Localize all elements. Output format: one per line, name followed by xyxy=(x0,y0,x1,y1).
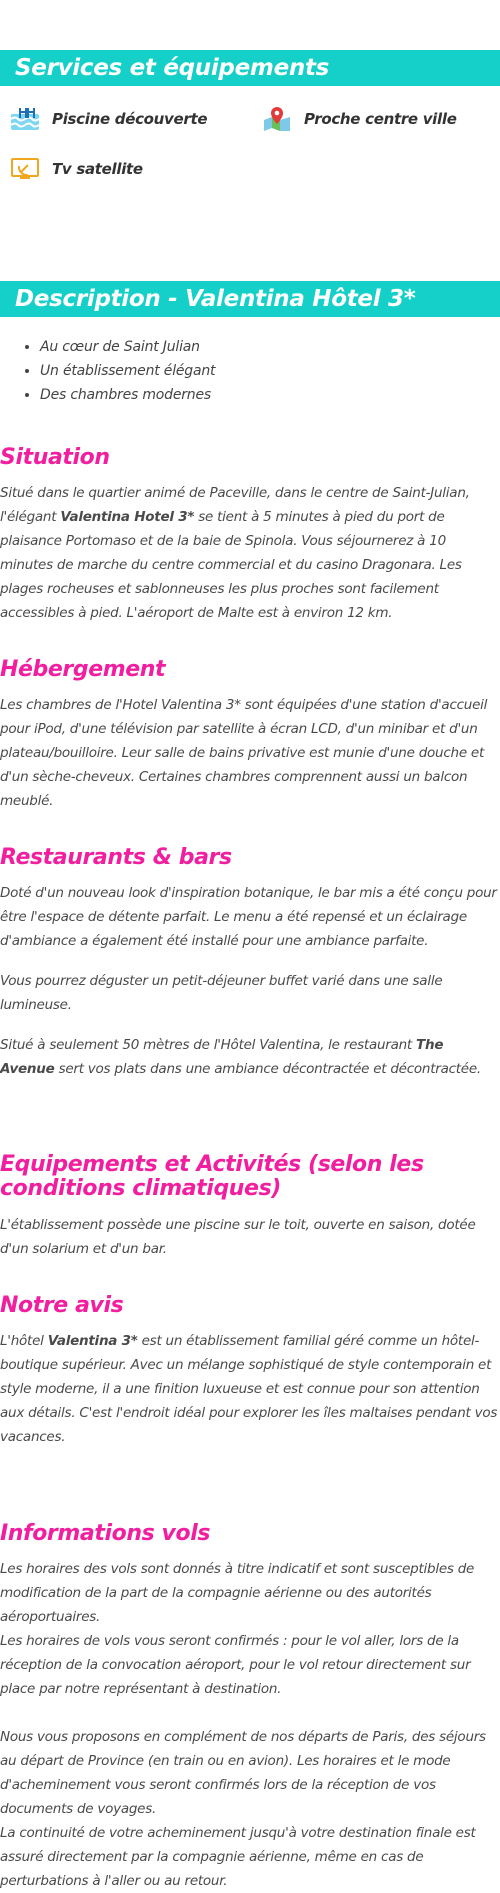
service-label-centre: Proche centre ville xyxy=(304,110,457,128)
satellite-tv-icon xyxy=(10,156,40,182)
avis-text-a: L'hôtel xyxy=(0,1333,48,1349)
avis-heading: Notre avis xyxy=(0,1293,124,1318)
map-pin-icon xyxy=(262,106,292,132)
services-list xyxy=(0,86,500,246)
service-label-pool: Piscine découverte xyxy=(52,110,208,128)
restaurants-paragraph-2: Vous pourrez déguster un petit-déjeuner buffet varié dans une salle lumineuse. xyxy=(0,973,443,1013)
situation-text-a: Situé dans le quartier animé de Paceville, dans le centre de Saint-Julian, l'élégant xyxy=(0,485,470,525)
bullet-item: • Au cœur de Saint Julian xyxy=(40,335,500,359)
situation-paragraph xyxy=(0,481,500,625)
restaurants-text-c: sert vos plats dans une ambiance décontractée et décontractée. xyxy=(54,1061,481,1077)
avis-paragraph xyxy=(0,1329,500,1449)
description-bullets xyxy=(0,335,500,407)
services-title: Services et équipements xyxy=(15,55,330,81)
vols-paragraph-3: Nous vous proposons en complément de nos départs de Paris, des séjours au départ de Province (en train ou en avion). Les horaires et le mode d'acheminement vous seront confirmés lors de la réception de vos documents de voyages. xyxy=(0,1729,486,1817)
avis-hotel-name: Valentina 3* xyxy=(47,1333,138,1349)
vols-paragraph-1: Les horaires des vols sont donnés à titre indicatif et sont susceptibles de modification de la part de la compagnie aérienne ou des autorités aéroportuaires. xyxy=(0,1561,475,1625)
avis-text-c: est un établissement familial géré comme un hôtel-boutique supérieur. Avec un mélange sophistiqué de style contemporain et style moderne, il a une finition luxueuse et est connue pour son attention aux détails. C'est l'endroit idéal pour explorer les îles maltaises pendant vos vacances. xyxy=(0,1333,498,1445)
bullet-item: • Un établissement élégant xyxy=(40,359,500,383)
bullet-item: • Des chambres modernes xyxy=(40,383,500,407)
hebergement-paragraph: Les chambres de l'Hotel Valentina 3* sont équipées d'une station d'accueil pour iPod, d'une télévision par satellite à écran LCD, d'un minibar et d'un plateau/bouilloire. Leur salle de bains privative est munie d'une douche et d'un sèche-cheveux. Certaines chambres comprennent aussi un balcon meublé. xyxy=(0,697,488,809)
services-title-band xyxy=(0,50,500,86)
restaurants-heading: Restaurants & bars xyxy=(0,845,232,870)
service-item-pool xyxy=(10,106,207,132)
pool-icon xyxy=(10,106,40,132)
vols-paragraph-4: La continuité de votre acheminement jusqu'à votre destination finale est assuré directement par la compagnie aérienne, même en cas de perturbations à l'aller ou au retour. xyxy=(0,1825,476,1889)
equipements-heading: Equipements et Activités (selon les conditions climatiques) xyxy=(0,1152,424,1201)
restaurant-name: The Avenue xyxy=(0,1037,444,1077)
vols-paragraph-2: Les horaires de vols vous seront confirmés : pour le vol aller, lors de la réception de la convocation aéroport, pour le vol retour directement sur place par notre représentant à destination. xyxy=(0,1633,471,1697)
service-item-centre xyxy=(262,106,457,132)
equipements-paragraph: L'établissement possède une piscine sur le toit, ouverte en saison, dotée d'un solarium et d'un bar. xyxy=(0,1217,476,1257)
restaurants-text-a: Situé à seulement 50 mètres de l'Hôtel Valentina, le restaurant xyxy=(0,1037,416,1053)
situation-heading: Situation xyxy=(0,445,110,470)
description-title: Description - Valentina Hôtel 3* xyxy=(15,286,416,312)
description-title-band xyxy=(0,281,500,317)
service-item-tv xyxy=(10,156,143,182)
restaurants-paragraph-1: Doté d'un nouveau look d'inspiration botanique, le bar mis a été conçu pour être l'espace de détente parfait. Le menu a été repensé et un éclairage d'ambiance a également été installé pour une ambiance parfaite. xyxy=(0,885,497,949)
restaurants-paragraph-3 xyxy=(0,1033,500,1081)
situation-text-c: se tient à 5 minutes à pied du port de plaisance Portomaso et de la baie de Spinola. Vous séjournerez à 10 minutes de marche du centre commercial et du casino Dragonara. Les plages rocheuses et sablonneuses les plus proches sont facilement accessibles à pied. L'aéroport de Malte est à environ 12 km. xyxy=(0,509,462,621)
hebergement-heading: Hébergement xyxy=(0,657,166,682)
vols-heading: Informations vols xyxy=(0,1521,211,1546)
hotel-name: Valentina Hotel 3* xyxy=(60,509,195,525)
service-label-tv: Tv satellite xyxy=(52,160,143,178)
